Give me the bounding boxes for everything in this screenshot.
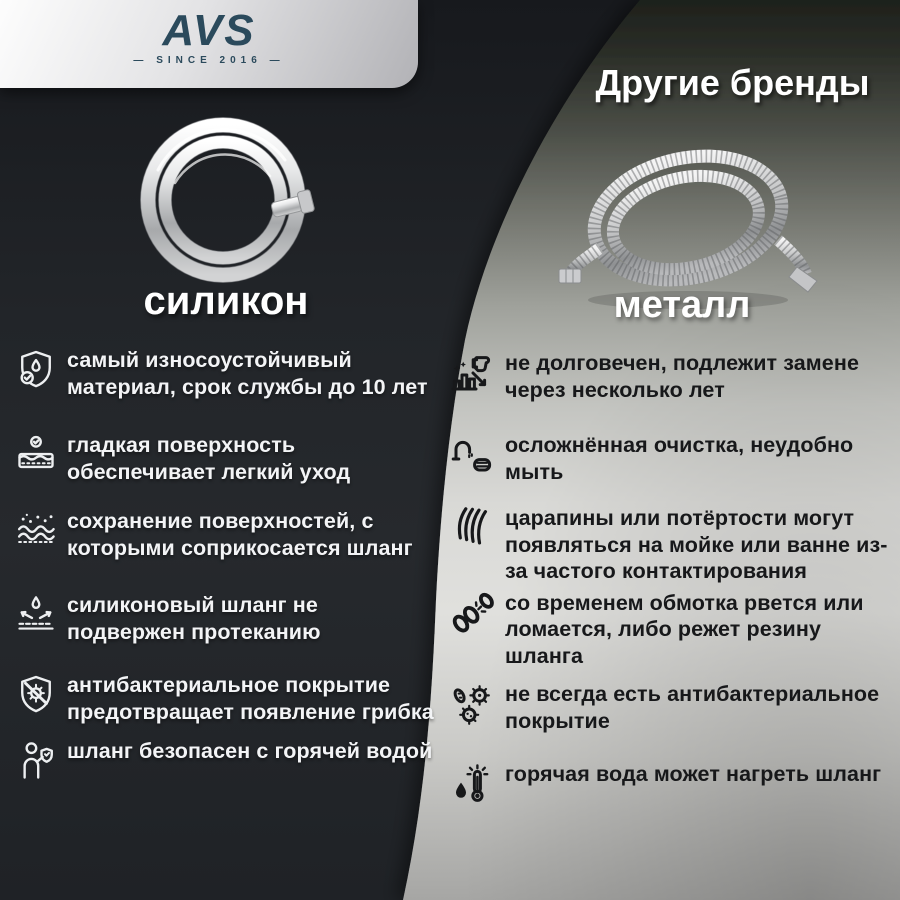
- shield-droplet-check-icon: [14, 348, 58, 392]
- drawback-item: [448, 432, 894, 485]
- drawback-item: [448, 590, 894, 670]
- drawback-text: не долговечен, подлежит замене через несколько лет: [505, 351, 860, 402]
- drawback-text: горячая вода может нагреть шланг: [505, 762, 882, 786]
- benefit-item: [14, 738, 438, 783]
- benefit-text: шланг безопасен с горячей водой: [67, 739, 433, 763]
- brand-logo: AVS: [162, 6, 256, 55]
- drawback-item: [448, 350, 894, 403]
- brand-logo-card: [0, 0, 418, 88]
- metal-drawbacks-list: [448, 350, 894, 809]
- hot-water-thermometer-icon: [448, 761, 496, 809]
- benefit-item: [14, 508, 438, 561]
- benefit-text: сохранение поверхностей, с которыми соприкосается шланг: [67, 509, 413, 560]
- silicone-hose-image: [120, 108, 330, 293]
- broken-chain-icon: [448, 590, 496, 638]
- right-header: Другие бренды: [595, 62, 870, 103]
- benefit-item: [14, 347, 438, 400]
- benefit-item: [14, 432, 438, 485]
- drawback-text: со временем обмотка рвется или ломается, либо режет резину шланга: [505, 590, 864, 668]
- thumbs-down-decline-icon: [448, 350, 496, 398]
- smooth-surface-check-icon: [14, 433, 58, 477]
- right-panel-title: металл: [613, 284, 751, 326]
- drawback-text: царапины или потёртости могут появляться на мойке или ванне из-за частого контактирования: [505, 506, 888, 583]
- surface-protection-icon: [14, 509, 58, 553]
- benefit-text: гладкая поверхность обеспечивает легкий уход: [67, 433, 351, 484]
- benefit-item: [14, 672, 438, 725]
- faucet-hand-wash-icon: [448, 432, 496, 480]
- antibacterial-shield-icon: [14, 673, 58, 717]
- left-panel-title: силикон: [143, 279, 309, 323]
- bacteria-icon: [448, 681, 496, 729]
- no-leak-icon: [14, 593, 58, 637]
- drawback-item: [448, 505, 894, 585]
- silicone-benefits-list: [14, 347, 438, 783]
- benefit-text: самый износоустойчивый материал, срок службы до 10 лет: [67, 348, 428, 399]
- drawback-item: [448, 761, 894, 809]
- metal-hose-nut: [559, 269, 581, 283]
- drawback-text: осложнённая очистка, неудобно мыть: [505, 433, 854, 484]
- scratches-icon: [448, 505, 496, 553]
- benefit-text: силиконовый шланг не подвержен протеканию: [67, 593, 321, 644]
- brand-since-label: — SINCE 2016 —: [133, 55, 285, 66]
- drawback-text: не всегда есть антибактериальное покрытие: [505, 682, 880, 733]
- drawback-item: [448, 681, 894, 734]
- person-safe-icon: [14, 739, 58, 783]
- benefit-item: [14, 592, 438, 645]
- benefit-text: антибактериальное покрытие предотвращает появление грибка: [67, 673, 434, 724]
